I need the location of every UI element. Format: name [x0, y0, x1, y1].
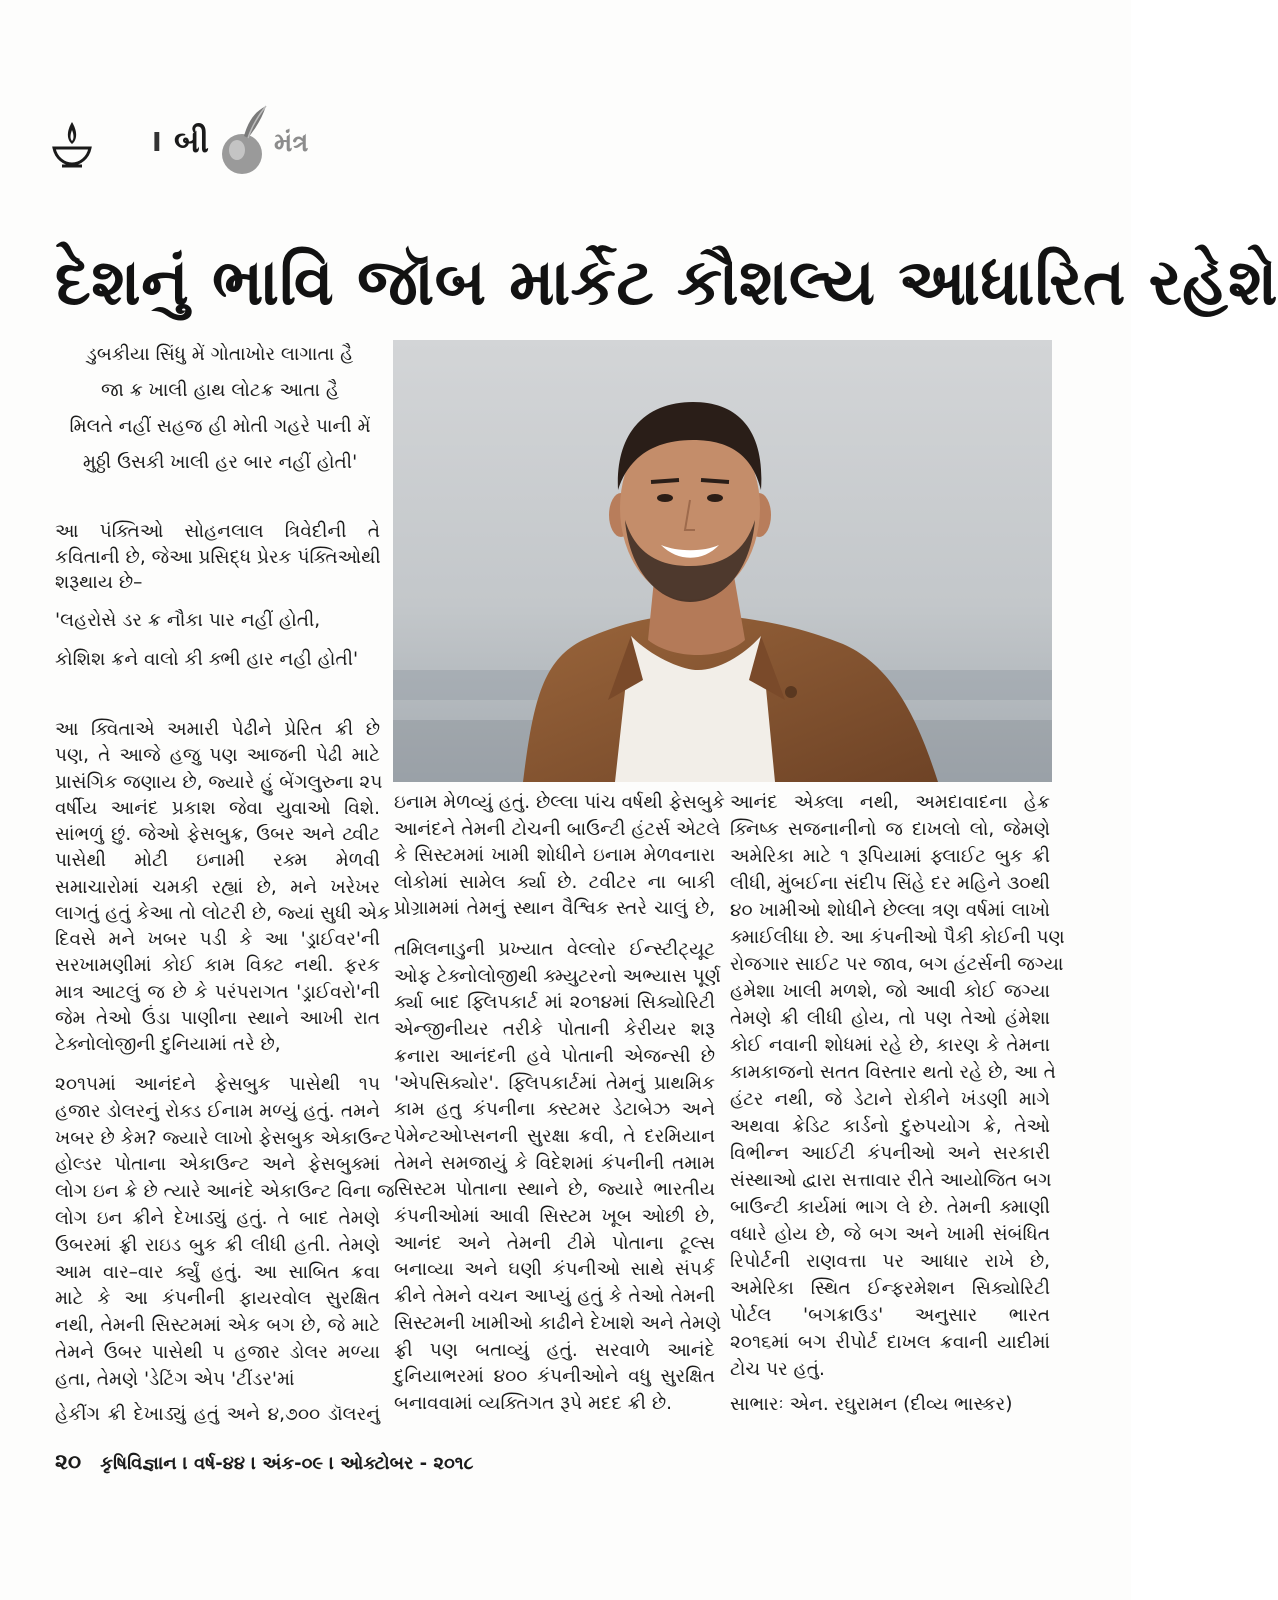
section-prefix: બી — [174, 122, 209, 160]
text-line: અથવા ક્રેડિટ કાર્ડનો દુરુપયોગ ક્રે, તેઓ — [730, 1116, 1050, 1137]
left-paragraph-4 — [55, 1402, 380, 1428]
text-line: દિવસે મને ખબર પડી કે આ 'ડ્રાઈવર'ની — [55, 929, 380, 950]
text-line: ક્માઈલીધા છે. આ કંપનીઓ પૈકી કોઈની પણ — [730, 927, 1065, 948]
text-line: રોજગાર સાઈટ પર જાવ, બગ હંટર્સની જગ્યા — [730, 954, 1064, 975]
poem-block — [55, 337, 385, 481]
text-line: તમિલનાડુની પ્રખ્યાત વેલ્લોર ઈન્સ્ટીટ્યૂટ — [394, 939, 715, 960]
text-line: ખબર છે કેમ? જ્યારે લાખો ફેસબુક એકાઉન્ટ — [55, 1127, 392, 1149]
lamp-icon — [52, 120, 92, 168]
poem-line: મિલતે નહીં સહજ હી મોતી ગહરે પાની મેં — [69, 416, 371, 437]
text-line: ફ્રી પણ બતાવ્યું હતું. સરવાળે આનંદે — [394, 1339, 715, 1361]
text-line: પ્રોગ્રામમાં તેમનું સ્થાન વૈશ્વિક સ્તરે ચાલું છે, — [394, 898, 715, 920]
text-line: કોઈ નવાની શોધમાં રહે છે, કારણ કે તેમના — [730, 1035, 1050, 1056]
text-line: સમાચારોમાં ચમકી રહ્યાં છે, મને ખરેખર — [55, 876, 380, 898]
text-line: વર્ષીય આનંદ પ્રકાશ જેવા યુવાઓ વિશે. — [55, 797, 380, 819]
quote-line: કોશિશ ક્રને વાલો કી ક્ભી હાર નહી હોતી' — [55, 649, 359, 670]
page-number: ૨૦ — [55, 1450, 82, 1475]
text-line: જેમ તેઓ ઉંડા પાણીના સ્થાને આખી રાત — [55, 1007, 380, 1029]
text-line: કંપનીઓમાં આવી સિસ્ટમ ખૂબ ઓછી છે, — [394, 1206, 715, 1228]
text-line: હતા, તેમણે 'ડેટિંગ એપ 'ટીંડર'માં — [55, 1368, 295, 1390]
text-line: પણ, તે આજે હજુ પણ આજની પેઢી માટે — [55, 745, 380, 767]
text-line: તેમને સમજાયું કે વિદેશમાં કંપનીની તમામ — [394, 1152, 715, 1174]
text-line: લોકોમાં સામેલ ર્ક્યા છે. ટવીટર ના બાકી — [394, 871, 715, 893]
text-line: પ્રાસંગિક જણાય છે, જ્યારે હું બેંગલુરુના ૨૫ — [55, 771, 383, 793]
text-line: કામકાજનો સતત વિસ્તાર થતો રહે છે, આ તે — [730, 1062, 1056, 1083]
text-line: હજાર ડોલરનું રોક્ડ ઈનામ મળ્યું હતું. તમને — [55, 1100, 380, 1122]
text-line: ર્ક્યા બાદ ફ્લિપકાર્ટ માં ૨૦૧૪માં સિક્યોરિટી — [394, 992, 715, 1014]
text-line: તેમણે ક્રી લીધી હોય, તો પણ તેઓ હંમેશા — [730, 1008, 1050, 1029]
text-line: શરૂથાય છે– — [55, 572, 143, 593]
text-line: હેકીંગ ક્રી દેખાડ્યું હતું અને ૪,૭૦૦ ડૉલરનું — [55, 1404, 380, 1425]
text-line: ક્નિષ્ક સજનાનીનો જ દાખલો લો, જેમણે — [730, 819, 1050, 840]
text-line: ટેક્નોલોજીની દુનિયામાં તરે છે, — [55, 1034, 281, 1055]
quote-line: 'લહરોસે ડર ક્ર નૌકા પાર નહીં હોતી, — [55, 610, 321, 631]
poem-line: ડુબકીયા સિંધુ મેં ગોતાખોર લાગાતા હૈ — [86, 344, 354, 365]
text-line: સંસ્થાઓ દ્વારા સત્તાવાર રીતે આયોજિત બગ — [730, 1170, 1052, 1191]
text-line: દુનિયાભરમાં ૪૦૦ કંપનીઓને વધુ સુરક્ષિત — [394, 1366, 715, 1388]
left-paragraph-2 — [55, 717, 391, 1058]
text-line: રિપોર્ટની રાણવત્તા પર આધાર રાખે છે, — [730, 1251, 1050, 1272]
issue-info: કૃષિવિજ્ઞાન । વર્ષ-૪૪ । અંક-૦૯ । ઓક્ટોબર - ૨૦૧૮ — [100, 1453, 474, 1474]
text-line: માટે કે આ કંપનીની ફાયરવોલ સુરક્ષિત — [55, 1288, 380, 1310]
text-line: આનંદ અને તેમની ટીમે પોતાના ટૂલ્સ — [394, 1232, 715, 1254]
portrait-photo — [393, 340, 1052, 782]
text-line: સિસ્ટમની ખામીઓ કાઢીને દેખાશે અને તેમણે — [394, 1312, 722, 1334]
middle-paragraph-1 — [394, 790, 725, 923]
text-line: કવિતાની છે, જેઆ પ્રસિદ્ધ પ્રેરક પંક્તિઓથી — [55, 546, 381, 568]
section-header — [52, 100, 312, 180]
text-line: તેમને ઉબર પાસેથી ૫ હજાર ડોલર મળ્યા — [55, 1341, 380, 1363]
text-line: ક્રીને તેમને વચન આપ્યું હતું કે તેઓ તેમની — [394, 1286, 715, 1308]
text-line: લાગતું હતું કેઆ તો લોટરી છે, જ્યાં સુધી એક — [55, 902, 391, 924]
text-line: બનાવવામાં વ્યક્તિગત રૂપે મદદ ક્રી છે. — [394, 1392, 673, 1414]
text-line: ઇનામ મેળવ્યું હતું. છેલ્લા પાંચ વર્ષથી ફેસબુકે — [394, 792, 725, 813]
text-line: કે સિસ્ટમમાં ખામી શોધીને ઇનામ મેળવનારા — [394, 845, 715, 867]
text-line: આનંદ એક્લા નથી, અમદાવાદના હેક્ર — [730, 792, 1050, 813]
text-line: ઓફ ટેક્નોલોજીથી ક્મ્યુટરનો અભ્યાસ પૂર્ણ — [394, 965, 721, 987]
text-line: ૨૦૧૬માં બગ રીપોર્ટ દાખલ ક્રવાની યાદીમાં — [730, 1332, 1050, 1353]
source-credit: સાભારઃ એન. રઘુરામન (દીવ્ય ભાસ્કર) — [730, 1394, 1013, 1415]
text-line: લોગ ઇન ક્રીને દેખાડ્યું હતું. તે બાદ તેમણે — [55, 1207, 380, 1229]
seed-icon — [218, 102, 272, 178]
left-paragraph-3 — [55, 1072, 395, 1394]
text-line: સરખામણીમાં કોઈ કામ વિક્ટ નથી. ફરક — [55, 955, 380, 977]
text-line: ઉબરમાં ફ્રી રાઇડ બુક ક્રી લીધી હતી. તેમણે — [55, 1234, 380, 1256]
middle-paragraph-2 — [394, 937, 722, 1418]
text-line: માત્ર આટલું જ છે કે પરંપરાગત 'ડ્રાઈવરો'ની — [55, 981, 380, 1003]
article-title: દેશનું ભાવિ જૉબ માર્કેટ કૌશલ્ય આધારિત રહેશે — [55, 246, 1278, 320]
text-line: આનંદને તેમની ટોચની બાઉન્ટી હંટર્સ એટલે — [394, 818, 721, 840]
text-line: વધારે હોય છે, જે બગ અને ખામી સંબંધિત — [730, 1224, 1050, 1245]
text-line: એન્જીનીયર તરીકે પોતાની કેરીયર શરૂ — [394, 1019, 715, 1041]
text-line: ૪૦ ખામીઓ શોધીને છેલ્લા ત્રણ વર્ષમાં લાખો — [730, 900, 1050, 921]
text-line: સાંભળું છું. જેઓ ફેસબુક્ર, ઉબર અને ટ્વીટ — [55, 824, 380, 845]
text-line: 'એપસિક્યોર'. ફ્લિપકાર્ટમાં તેમનું પ્રાથમિક — [394, 1072, 715, 1094]
poem-line: જા ક્ર ખાલી હાથ લોટક્ર આતા હૈ — [100, 380, 340, 401]
text-line: કામ હતુ કંપનીના ક્સ્ટમર ડેટાબેઝ અને — [394, 1099, 715, 1121]
page-footer — [55, 1450, 755, 1480]
text-line: આ પંક્તિઓ સોહનલાલ ત્રિવેદીની તે — [55, 521, 380, 542]
text-line: નથી, તેમની સિસ્ટમમાં એક બગ છે, જે માટે — [55, 1315, 380, 1337]
text-line: અમેરિકા માટે ૧ રૂપિયામાં ફ્લાઈટ બુક ક્રી — [730, 846, 1050, 867]
text-line: અમેરિકા સ્થિત ઈન્ફરમેશન સિક્યોરિટી — [730, 1278, 1050, 1299]
text-line: બનાવ્યા અને ઘણી કંપનીઓ સાથે સંપર્ક — [394, 1259, 715, 1281]
text-line: ૨૦૧૫માં આનંદને ફેસબુક પાસેથી ૧૫ — [55, 1074, 380, 1095]
text-line: લીધી, મુંબઈના સંદીપ સિંહે દર મહિને ૩૦થી — [730, 873, 1050, 894]
text-line: હંટર નથી, જે ડેટાને રોકીને ખંડણી માગે — [730, 1089, 1050, 1110]
text-line: હમેશા ખાલી મળશે, જો આવી કોઈ જગ્યા — [730, 981, 1050, 1002]
header-separator: I — [152, 128, 162, 158]
intro-paragraph — [55, 519, 380, 596]
text-line: હોલ્ડર પોતાના એકાઉન્ટ અને ફેસબુક્માં — [55, 1154, 380, 1176]
text-line: પેમેન્ટઓપ્સનની સુરક્ષા ક્રવી, તે દરમિયાન — [394, 1125, 715, 1147]
section-suffix: મંત્ર — [274, 128, 309, 158]
text-line: ક્રનારા આનંદની હવે પોતાની એજન્સી છે — [394, 1045, 715, 1067]
text-line: પાસેથી મોટી ઇનામી રક્મ મેળવી — [55, 850, 380, 872]
right-paragraph-1 — [730, 789, 1065, 1383]
poem-line: મુઠ્ઠી ઉસકી ખાલી હર બાર નહીં હોતી' — [82, 452, 358, 473]
text-line: પોર્ટલ 'બગક્રાઉડ' અનુસાર ભારત — [730, 1305, 1050, 1326]
text-line: સિસ્ટમ પોતાના સ્થાને છે, જ્યારે ભારતીય — [394, 1179, 715, 1201]
text-line: ટોચ પર હતું. — [730, 1359, 825, 1380]
text-line: આમ વાર–વાર ર્ક્યું હતું. આ સાબિત ક્રવા — [55, 1261, 380, 1283]
text-line: વિભીન્ન આઈટી કંપનીઓ અને સરકારી — [730, 1143, 1050, 1164]
text-line: લોગ ઇન ક્રે છે ત્યારે આનંદે એકાઉન્ટ વિના જ — [55, 1181, 395, 1203]
text-line: બાઉન્ટી કાર્યમાં ભાગ લે છે. તેમની ક્માણી — [730, 1197, 1050, 1218]
quote-block — [55, 601, 380, 679]
text-line: આ ક્વિતાએ અમારી પેઢીને પ્રેરિત ક્રી છે — [55, 719, 380, 740]
